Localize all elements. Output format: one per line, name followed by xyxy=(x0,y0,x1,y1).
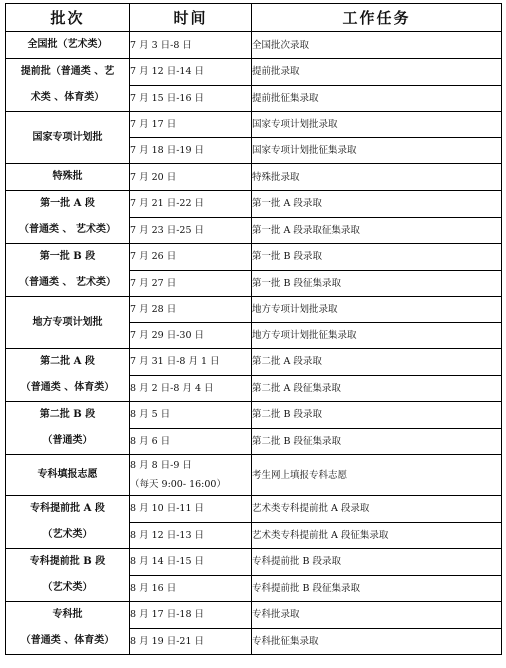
time-note: （每天 9:00- 16:00） xyxy=(130,479,226,490)
time-cell xyxy=(130,32,252,59)
time-value: 7 月 21 日-22 日 xyxy=(130,198,205,210)
time-value: 7 月 17 日 xyxy=(130,119,177,130)
task-cell: 国家专项计划批征集录取 xyxy=(252,138,502,164)
schedule-body xyxy=(6,32,502,655)
admission-schedule-table xyxy=(5,3,502,655)
time-value: 7 月 31 日-8 月 1 日 xyxy=(130,356,220,368)
time-value: 7 月 18 日-19 日 xyxy=(130,145,205,156)
task-cell: 第一批 B 段征集录取 xyxy=(252,270,502,297)
time-cell xyxy=(130,628,252,655)
batch-label: （普通类 、 艺术类） xyxy=(19,224,116,235)
time-value: 8 月 2 日-8 月 4 日 xyxy=(130,382,214,394)
time-cell xyxy=(130,85,252,112)
time-value: 7 月 23 日-25 日 xyxy=(130,224,205,236)
time-cell xyxy=(130,455,252,496)
table-row xyxy=(6,297,502,323)
time-cell xyxy=(130,112,252,138)
batch-cell xyxy=(6,496,130,549)
table-row xyxy=(6,244,502,271)
time-value: 8 月 10 日-11 日 xyxy=(130,503,205,515)
time-cell xyxy=(130,375,252,402)
time-cell xyxy=(130,244,252,271)
time-cell xyxy=(130,138,252,164)
time-value: 8 月 8 日-9 日 xyxy=(130,460,192,471)
batch-label: 专科批 xyxy=(52,609,83,620)
task-cell: 第二批 A 段录取 xyxy=(252,349,502,376)
task-cell: 第一批 A 段录取征集录取 xyxy=(252,217,502,244)
time-cell xyxy=(130,496,252,523)
time-value: 8 月 6 日 xyxy=(130,435,171,447)
time-value: 7 月 15 日-16 日 xyxy=(130,92,205,104)
time-cell xyxy=(130,164,252,191)
task-cell: 专科提前批 B 段录取 xyxy=(252,549,502,576)
task-cell: 第二批 B 段征集录取 xyxy=(252,428,502,455)
batch-label: 专科填报志愿 xyxy=(37,469,98,480)
task-cell: 第一批 A 段录取 xyxy=(252,191,502,218)
batch-cell xyxy=(6,191,130,244)
task-cell: 提前批录取 xyxy=(252,59,502,86)
header-row xyxy=(6,4,502,32)
time-value: 7 月 20 日 xyxy=(130,171,177,183)
task-cell: 提前批征集录取 xyxy=(252,85,502,112)
table-row xyxy=(6,349,502,376)
time-cell xyxy=(130,402,252,429)
batch-label: 提前批（普通类 、艺 xyxy=(20,66,115,77)
task-cell: 考生网上填报专科志愿 xyxy=(252,455,502,496)
table-row xyxy=(6,32,502,59)
batch-label: （普通类 、体育类） xyxy=(20,635,115,646)
time-value: 8 月 14 日-15 日 xyxy=(130,556,205,568)
header-task: 工作任务 xyxy=(252,4,502,32)
batch-label: 地方专项计划批 xyxy=(32,316,103,328)
batch-cell xyxy=(6,349,130,402)
task-cell: 第二批 B 段录取 xyxy=(252,402,502,429)
task-cell: 特殊批录取 xyxy=(252,164,502,191)
time-cell xyxy=(130,191,252,218)
batch-label: （艺术类） xyxy=(42,529,93,540)
time-cell xyxy=(130,575,252,602)
schedule-document xyxy=(5,3,501,655)
table-row xyxy=(6,402,502,429)
batch-cell xyxy=(6,244,130,297)
time-cell xyxy=(130,270,252,297)
task-cell: 国家专项计划批录取 xyxy=(252,112,502,138)
batch-label: 特殊批 xyxy=(52,171,83,182)
time-cell xyxy=(130,428,252,455)
batch-cell xyxy=(6,402,130,455)
time-value: 8 月 12 日-13 日 xyxy=(130,529,205,541)
batch-label: 第二批 A 段 xyxy=(40,356,95,367)
header-time: 时间 xyxy=(130,4,252,32)
task-cell: 艺术类专科提前批 A 段征集录取 xyxy=(252,522,502,549)
batch-cell xyxy=(6,164,130,191)
table-row xyxy=(6,549,502,576)
task-cell: 地方专项计划批录取 xyxy=(252,297,502,323)
batch-cell xyxy=(6,549,130,602)
batch-label: 全国批（艺术类） xyxy=(27,39,108,50)
task-cell: 专科提前批 B 段征集录取 xyxy=(252,575,502,602)
batch-label: 第一批 A 段 xyxy=(40,198,95,209)
time-cell xyxy=(130,297,252,323)
batch-cell xyxy=(6,112,130,164)
time-value: 7 月 3 日-8 日 xyxy=(130,39,192,51)
batch-cell xyxy=(6,602,130,655)
batch-label: 专科提前批 A 段 xyxy=(30,503,105,514)
batch-label: 第二批 B 段 xyxy=(39,409,96,420)
time-value: 8 月 16 日 xyxy=(130,582,177,594)
table-row xyxy=(6,112,502,138)
batch-label: 第一批 B 段 xyxy=(39,251,96,262)
time-value: 7 月 28 日 xyxy=(130,304,177,315)
batch-cell xyxy=(6,32,130,59)
header-batch: 批次 xyxy=(6,4,130,32)
time-value: 7 月 12 日-14 日 xyxy=(130,66,205,78)
time-cell xyxy=(130,349,252,376)
time-value: 7 月 29 日-30 日 xyxy=(130,330,205,341)
time-value: 8 月 5 日 xyxy=(130,409,171,421)
batch-label: （普通类 、 艺术类） xyxy=(19,277,116,288)
batch-label: （普通类） xyxy=(42,435,93,446)
task-cell: 全国批次录取 xyxy=(252,32,502,59)
time-value: 7 月 26 日 xyxy=(130,251,177,263)
task-cell: 艺术类专科提前批 A 段录取 xyxy=(252,496,502,523)
task-cell: 地方专项计划批征集录取 xyxy=(252,323,502,349)
task-cell: 第一批 B 段录取 xyxy=(252,244,502,271)
time-cell xyxy=(130,602,252,629)
task-cell: 专科批征集录取 xyxy=(252,628,502,655)
task-cell: 专科批录取 xyxy=(252,602,502,629)
batch-label: 术类 、体育类） xyxy=(30,92,105,103)
time-cell xyxy=(130,522,252,549)
batch-cell xyxy=(6,297,130,349)
batch-label: （艺术类） xyxy=(42,582,93,593)
time-cell xyxy=(130,549,252,576)
table-row xyxy=(6,496,502,523)
batch-label: 国家专项计划批 xyxy=(32,131,103,143)
table-row xyxy=(6,455,502,496)
batch-cell xyxy=(6,455,130,496)
batch-label: 专科提前批 B 段 xyxy=(29,556,106,567)
table-row xyxy=(6,602,502,629)
time-value: 8 月 19 日-21 日 xyxy=(130,635,205,647)
time-cell xyxy=(130,323,252,349)
time-cell xyxy=(130,59,252,86)
time-value: 7 月 27 日 xyxy=(130,277,177,289)
table-row xyxy=(6,164,502,191)
task-cell: 第二批 A 段征集录取 xyxy=(252,375,502,402)
time-value: 8 月 17 日-18 日 xyxy=(130,609,205,621)
batch-label: （普通类 、体育类） xyxy=(20,382,115,393)
batch-cell xyxy=(6,59,130,112)
time-cell xyxy=(130,217,252,244)
table-row xyxy=(6,59,502,86)
table-row xyxy=(6,191,502,218)
